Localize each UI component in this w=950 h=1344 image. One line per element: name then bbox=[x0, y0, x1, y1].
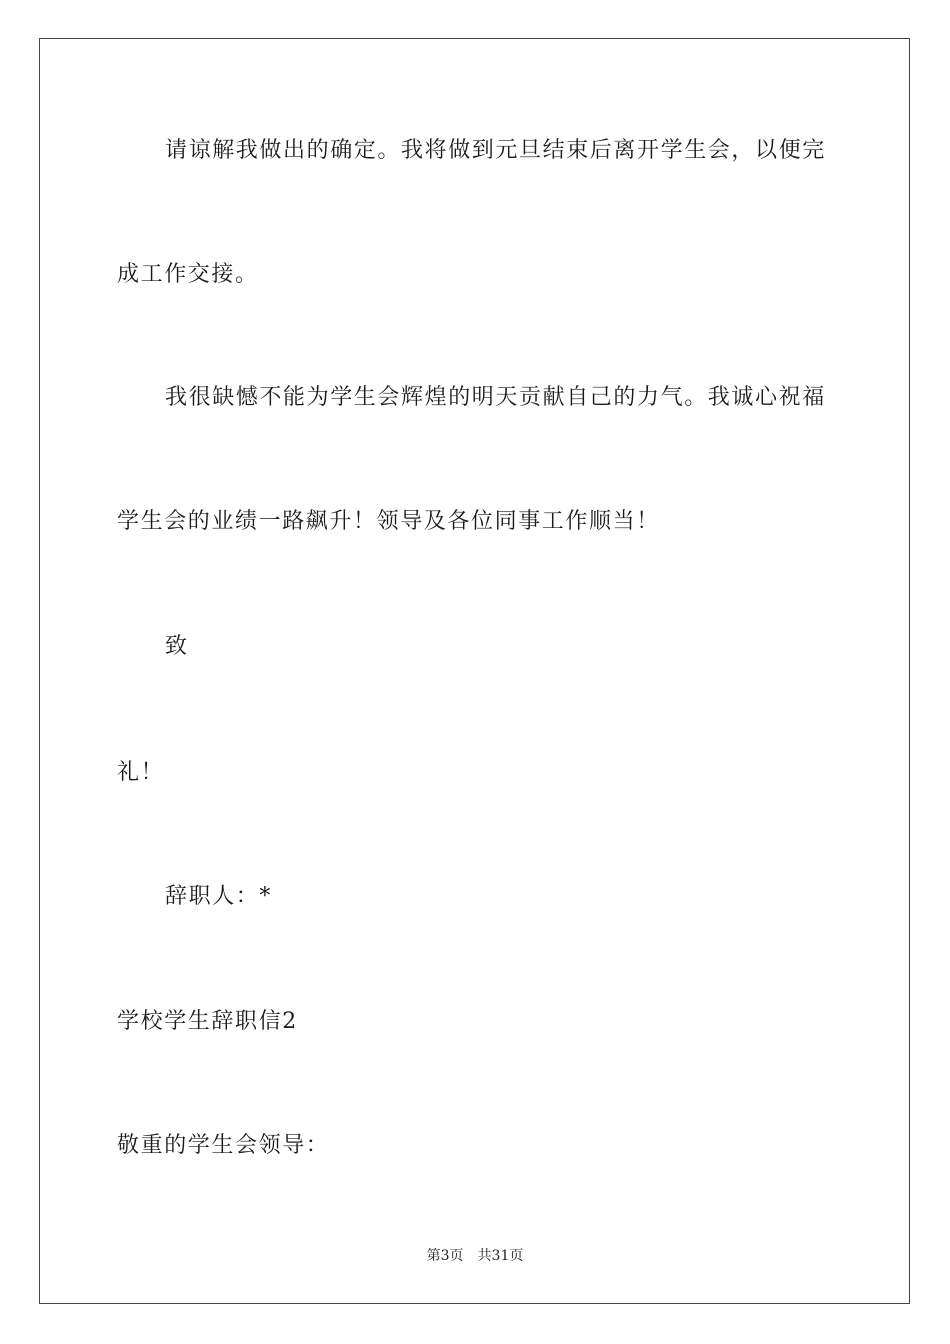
paragraph-line: 成工作交接。 bbox=[117, 262, 259, 287]
section-title: 学校学生辞职信2 bbox=[117, 1009, 298, 1034]
paragraph-line: 请谅解我做出的确定。我将做到元旦结束后离开学生会，以便完 bbox=[165, 138, 826, 163]
page-footer bbox=[0, 1247, 950, 1265]
greeting-line: 敬重的学生会领导： bbox=[117, 1133, 330, 1158]
paragraph-line: 学生会的业绩一路飙升！领导及各位同事工作顺当！ bbox=[117, 509, 660, 534]
page-number: 第3页 bbox=[426, 1248, 464, 1264]
paragraph-line: 我很缺憾不能为学生会辉煌的明天贡献自己的力气。我诚心祝福 bbox=[165, 385, 826, 410]
page-frame bbox=[39, 38, 910, 1304]
signature-line: 辞职人：* bbox=[165, 884, 273, 909]
closing-salutation: 致 bbox=[165, 634, 189, 659]
closing-salutation-end: 礼！ bbox=[117, 760, 165, 785]
page-total: 共31页 bbox=[477, 1248, 524, 1264]
